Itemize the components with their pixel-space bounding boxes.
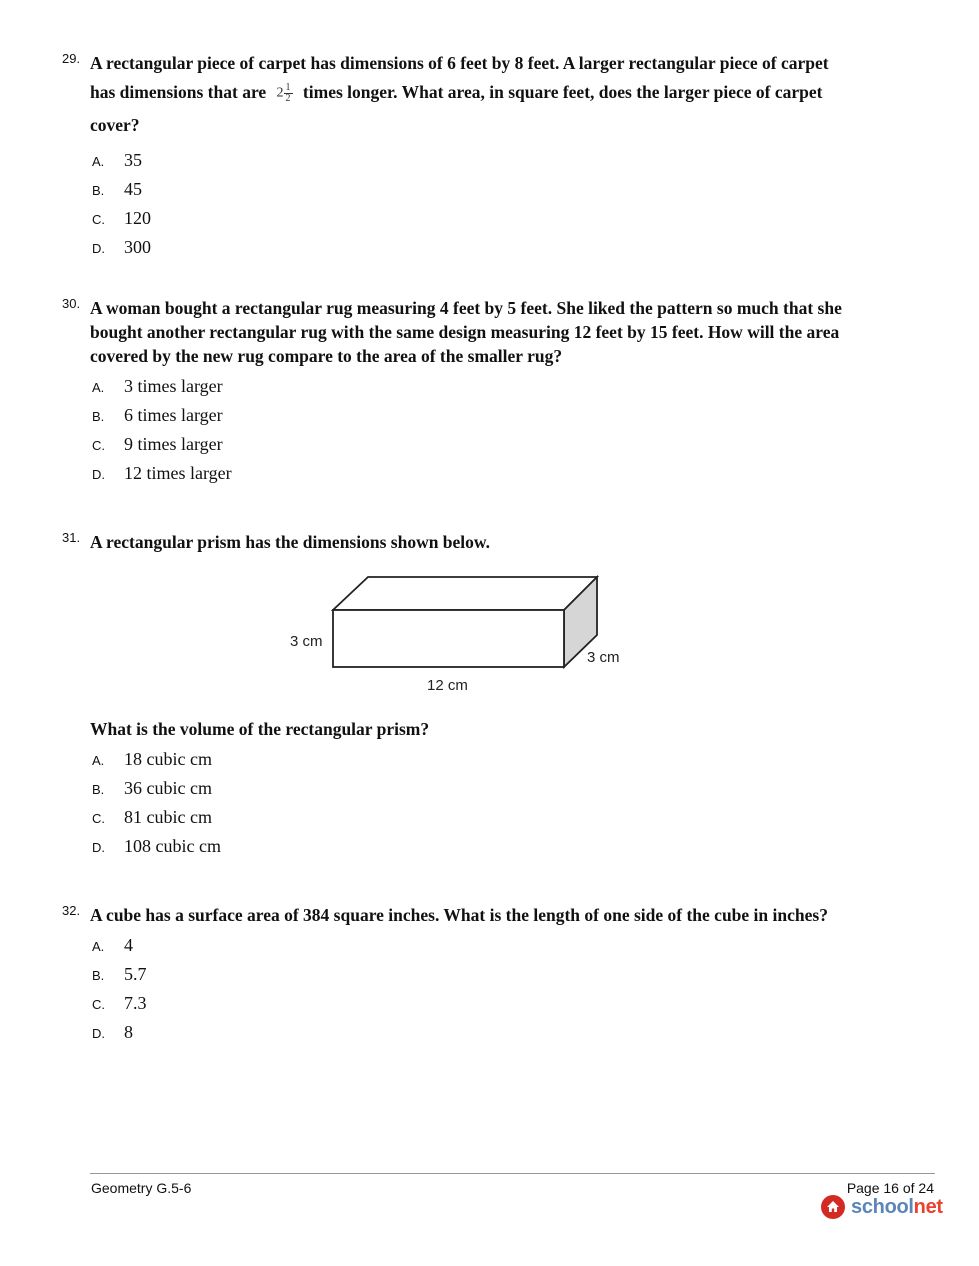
choice-d[interactable] [92,463,842,492]
choice-letter: A. [92,753,105,768]
logo-school: school [851,1195,914,1218]
choice-letter: A. [92,154,105,169]
choice-text: 7.3 [124,993,147,1013]
choice-c[interactable] [92,434,842,463]
choice-a[interactable] [92,749,842,778]
fraction-whole: 2 [276,85,284,101]
choice-letter: B. [92,782,105,797]
stem-text: times longer. What area, in square feet, does the larger piece of carpet cover? [90,82,823,135]
length-label: 12 cm [427,677,468,694]
choice-text: 4 [124,935,133,955]
choice-c[interactable] [92,807,842,836]
choice-text: 6 times larger [124,405,223,425]
choice-letter: D. [92,467,105,482]
choice-text: 18 cubic cm [124,749,212,769]
fraction-denominator: 2 [285,93,291,105]
answer-choices [92,150,842,266]
rectangular-prism-figure [280,565,640,700]
choice-d[interactable] [92,1022,842,1051]
depth-label: 3 cm [587,649,620,666]
question-number: 30. [62,296,81,311]
prism-front-face [333,610,564,667]
choice-b[interactable] [92,964,842,993]
choice-b[interactable] [92,405,842,434]
question-31-part [62,717,842,865]
choice-c[interactable] [92,208,842,237]
choice-letter: C. [92,811,105,826]
choice-text: 8 [124,1022,133,1042]
answer-choices [92,749,842,865]
choice-text: 45 [124,179,142,199]
choice-letter: B. [92,183,105,198]
choice-d[interactable] [92,836,842,865]
choice-c[interactable] [92,993,842,1022]
question-32 [62,903,842,1051]
choice-text: 5.7 [124,964,147,984]
choice-a[interactable] [92,935,842,964]
mixed-fraction [277,83,293,104]
choice-letter: B. [92,968,105,983]
question-31 [62,530,842,554]
answer-choices [92,376,842,492]
question-sub-stem: What is the volume of the rectangular prism? [90,719,430,739]
question-29 [62,51,842,266]
choice-letter: A. [92,939,105,954]
stem-text: A rectangular piece of carpet has dimensions of 6 feet by 8 feet. A larger rectangular piece of carpet has dimensions that are [90,53,829,102]
prism-top-face [333,577,597,610]
footer-course: Geometry G.5-6 [91,1180,192,1196]
choice-text: 12 times larger [124,463,232,483]
fraction-numerator: 1 [285,82,291,94]
choice-b[interactable] [92,778,842,807]
choice-text: 36 cubic cm [124,778,212,798]
choice-text: 35 [124,150,142,170]
page-number: Page 16 of 24 [846,1180,934,1196]
choice-a[interactable] [92,150,842,179]
choice-letter: A. [92,380,105,395]
question-stem: A cube has a surface area of 384 square inches. What is the length of one side of the cube in inches? [90,905,828,925]
question-30 [62,296,842,492]
question-number: 29. [62,51,81,66]
choice-letter: D. [92,840,105,855]
choice-a[interactable] [92,376,842,405]
question-stem [90,51,842,142]
logo-net: net [913,1195,943,1218]
question-number: 32. [62,903,81,918]
question-stem: A rectangular prism has the dimensions shown below. [90,532,490,552]
choice-text: 9 times larger [124,434,223,454]
height-label: 3 cm [290,633,323,650]
choice-b[interactable] [92,179,842,208]
choice-letter: C. [92,212,105,227]
choice-text: 3 times larger [124,376,223,396]
footer-divider [90,1173,935,1174]
choice-letter: C. [92,438,105,453]
question-stem: A woman bought a rectangular rug measuring 4 feet by 5 feet. She liked the pattern so much that she bought another rectangular rug with the same design measuring 12 feet by 15 feet. How will the area covered by the new rug compare to the area of the smaller rug? [90,298,842,366]
choice-letter: D. [92,1026,105,1041]
choice-text: 108 cubic cm [124,836,221,856]
home-icon [821,1195,845,1219]
schoolnet-logo [821,1195,943,1219]
choice-d[interactable] [92,237,842,266]
choice-letter: C. [92,997,105,1012]
choice-letter: D. [92,241,105,256]
answer-choices [92,935,842,1051]
choice-text: 300 [124,237,151,257]
logo-text [851,1196,943,1219]
choice-letter: B. [92,409,105,424]
question-number: 31. [62,530,81,545]
choice-text: 120 [124,208,151,228]
choice-text: 81 cubic cm [124,807,212,827]
